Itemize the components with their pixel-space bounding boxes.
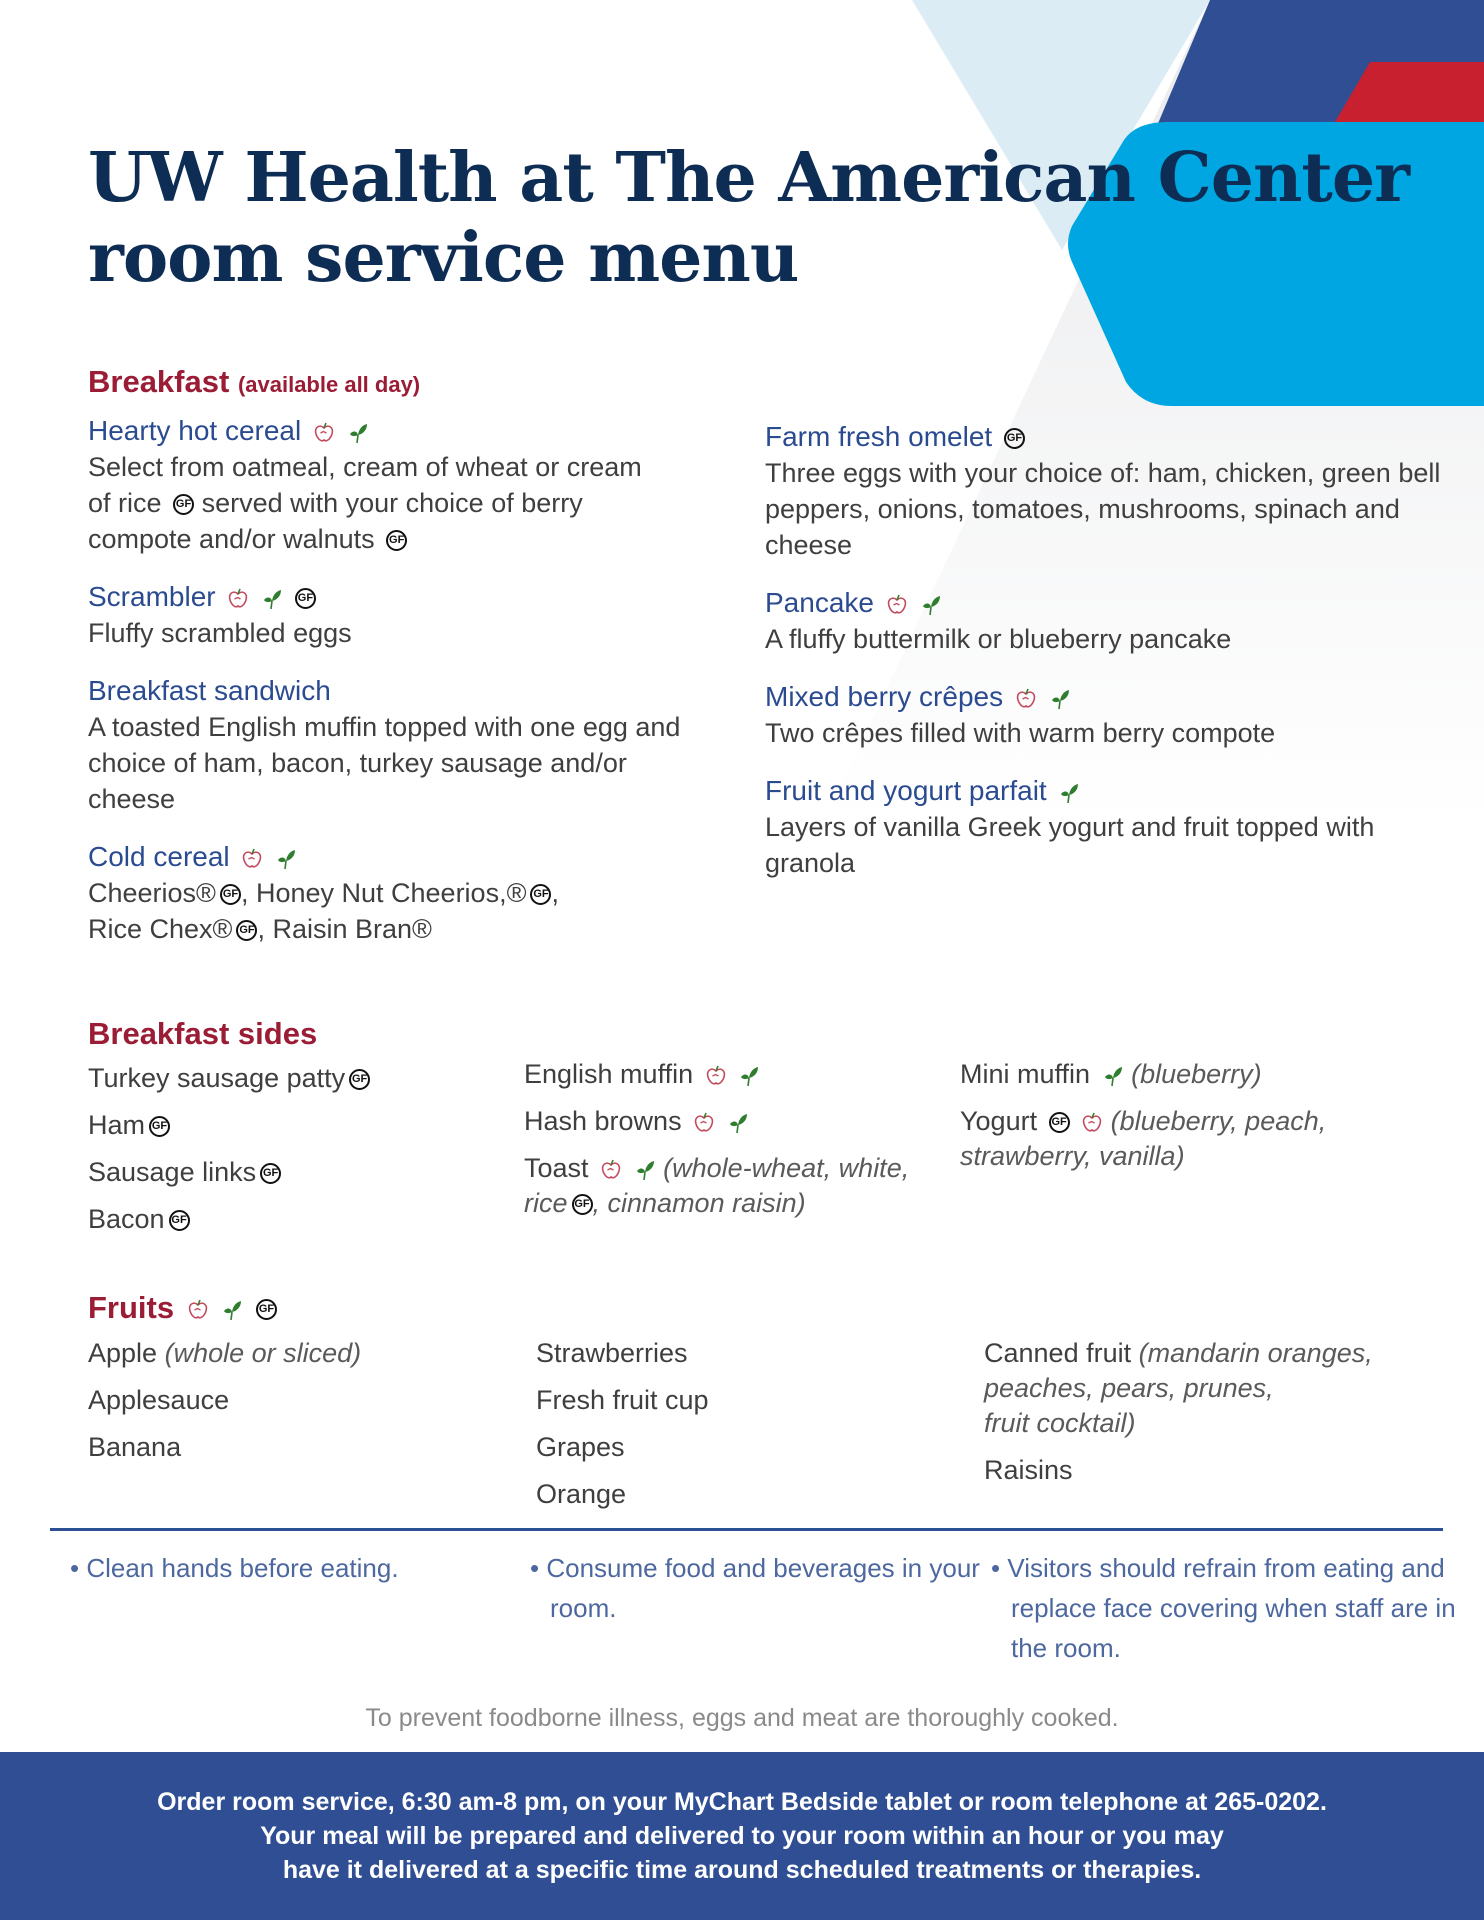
breakfast-right-column	[765, 419, 1445, 903]
fruit-item: Banana	[88, 1432, 182, 1462]
fruit-note: (mandarin oranges,	[1138, 1338, 1373, 1368]
item-name: Farm fresh omelet	[765, 421, 993, 452]
item-name: Pancake	[765, 587, 874, 618]
item-name-row	[88, 579, 728, 615]
gluten-free-icon: GF	[1004, 428, 1025, 449]
item-name-row	[765, 419, 1445, 455]
breakfast-left-column	[88, 413, 728, 969]
fruit-note: peaches, pears, prunes,	[984, 1373, 1274, 1403]
description-line	[88, 875, 728, 911]
fruit-item	[88, 1336, 508, 1371]
cereal-name: , Honey Nut Cheerios,®	[240, 878, 527, 908]
vegetarian-leaf-icon	[261, 588, 283, 610]
side-note: rice	[524, 1188, 568, 1218]
fruit-item: Strawberries	[536, 1338, 688, 1368]
side-name: English muffin	[524, 1059, 694, 1089]
vegetarian-leaf-icon	[920, 594, 942, 616]
sides-column-2	[524, 1057, 924, 1233]
menu-item	[88, 673, 728, 817]
breakfast-sides-heading: Breakfast sides	[88, 1016, 318, 1051]
cereal-name: , Raisin Bran®	[257, 914, 432, 944]
menu-item	[765, 585, 1445, 657]
side-name: Hash browns	[524, 1106, 682, 1136]
side-item	[88, 1155, 508, 1190]
sides-column-1	[88, 1061, 508, 1249]
heart-healthy-apple-icon	[187, 1299, 209, 1321]
food-safety-note: To prevent foodborne illness, eggs and meat are thoroughly cooked.	[365, 1704, 1119, 1732]
gluten-free-icon: GF	[149, 1116, 170, 1137]
item-name-row	[765, 679, 1445, 715]
heart-healthy-apple-icon	[1015, 688, 1037, 710]
tip-item: • Visitors should refrain from eating and replace face covering when staff are in the room.	[991, 1548, 1461, 1668]
side-name: Turkey sausage patty	[88, 1063, 346, 1093]
side-note: (whole-wheat, white,	[663, 1153, 910, 1183]
fruit-item	[984, 1336, 1424, 1441]
description-line: Select from oatmeal, cream of wheat or cream	[88, 452, 642, 482]
item-description: Fluffy scrambled eggs	[88, 618, 352, 648]
heart-healthy-apple-icon	[241, 848, 263, 870]
vegetarian-leaf-icon	[634, 1159, 656, 1181]
breakfast-heading-text: Breakfast	[88, 364, 230, 399]
fruits-column-1	[88, 1336, 508, 1477]
gluten-free-icon: GF	[349, 1069, 370, 1090]
title-line-2: room service menu	[88, 218, 799, 298]
fruits-heading-text: Fruits	[88, 1290, 175, 1325]
gluten-free-icon: GF	[256, 1299, 277, 1320]
side-name: Bacon	[88, 1204, 165, 1234]
menu-item	[88, 579, 728, 651]
gluten-free-icon: GF	[220, 884, 241, 905]
heart-healthy-apple-icon	[227, 588, 249, 610]
vegetarian-leaf-icon	[221, 1299, 243, 1321]
menu-item	[765, 679, 1445, 751]
vegetarian-leaf-icon	[727, 1112, 749, 1134]
item-name: Scrambler	[88, 581, 216, 612]
item-name-row	[765, 585, 1445, 621]
side-item	[960, 1104, 1380, 1174]
side-item	[524, 1057, 924, 1092]
breakfast-subheading: (available all day)	[237, 372, 421, 397]
cereal-name: Cheerios®	[88, 878, 216, 908]
menu-item	[765, 773, 1445, 881]
banner-line: Order room service, 6:30 am-8 pm, on your MyChart Bedside tablet or room telephone at 265-0202.	[157, 1788, 1327, 1816]
description-text: compote and/or walnuts	[88, 524, 375, 554]
item-name-row	[88, 839, 728, 875]
item-description: A fluffy buttermilk or blueberry pancake	[765, 624, 1232, 654]
fruit-item: Fresh fruit cup	[536, 1385, 709, 1415]
breakfast-heading	[88, 364, 420, 400]
heart-healthy-apple-icon	[1081, 1112, 1103, 1134]
description-line	[88, 911, 728, 947]
fruit-item: Applesauce	[88, 1385, 230, 1415]
cereal-name: Rice Chex®	[88, 914, 233, 944]
vegetarian-leaf-icon	[275, 848, 297, 870]
separator: ,	[551, 878, 559, 908]
tip-item: • Clean hands before eating.	[70, 1548, 510, 1588]
heart-healthy-apple-icon	[313, 422, 335, 444]
item-name: Hearty hot cereal	[88, 415, 302, 446]
item-name: Fruit and yogurt parfait	[765, 775, 1047, 806]
fruit-name: Canned fruit	[984, 1338, 1132, 1368]
item-description: Three eggs with your choice of: ham, chicken, green bell peppers, onions, tomatoes, mushrooms, spinach and cheese	[765, 458, 1441, 560]
gluten-free-icon: GF	[572, 1194, 593, 1215]
page-title	[88, 138, 1409, 298]
item-description: A toasted English muffin topped with one egg and choice of ham, bacon, turkey sausage and/or cheese	[88, 712, 681, 814]
side-name: Yogurt	[960, 1106, 1038, 1136]
gluten-free-icon: GF	[236, 920, 257, 941]
item-name-row	[88, 413, 728, 449]
fruit-item: Grapes	[536, 1432, 625, 1462]
side-name: Mini muffin	[960, 1059, 1091, 1089]
fruit-note: fruit cocktail)	[984, 1408, 1136, 1438]
fruit-item: Orange	[536, 1479, 627, 1509]
heart-healthy-apple-icon	[693, 1112, 715, 1134]
gluten-free-icon: GF	[1049, 1112, 1070, 1133]
side-item	[960, 1057, 1380, 1092]
vegetarian-leaf-icon	[1049, 688, 1071, 710]
menu-item	[88, 839, 728, 947]
item-description	[88, 875, 728, 947]
gluten-free-icon: GF	[295, 588, 316, 609]
side-item	[88, 1202, 508, 1237]
fruits-column-3	[984, 1336, 1424, 1500]
menu-item	[88, 413, 728, 557]
side-item	[524, 1104, 924, 1139]
order-info-banner	[0, 1752, 1484, 1920]
side-name: Sausage links	[88, 1157, 257, 1187]
heart-healthy-apple-icon	[886, 594, 908, 616]
banner-line: Your meal will be prepared and delivered to your room within an hour or you may	[260, 1822, 1224, 1850]
gluten-free-icon: GF	[173, 494, 194, 515]
title-line-1: UW Health at The American Center	[88, 138, 1409, 218]
description-text: served with your choice of berry	[201, 488, 583, 518]
fruit-note: (whole or sliced)	[164, 1338, 362, 1368]
item-description: Two crêpes filled with warm berry compote	[765, 718, 1276, 748]
item-description: Layers of vanilla Greek yogurt and fruit topped with granola	[765, 812, 1375, 878]
item-name: Cold cereal	[88, 841, 230, 872]
sides-column-3	[960, 1057, 1380, 1186]
vegetarian-leaf-icon	[738, 1065, 760, 1087]
fruits-column-2	[536, 1336, 936, 1524]
fruit-item: Raisins	[984, 1455, 1073, 1485]
side-note: , cinnamon raisin)	[592, 1188, 806, 1218]
gluten-free-icon: GF	[260, 1163, 281, 1184]
banner-line: have it delivered at a specific time around scheduled treatments or therapies.	[282, 1856, 1202, 1884]
fruits-heading	[88, 1290, 277, 1326]
item-name-row	[765, 773, 1445, 809]
vegetarian-leaf-icon	[347, 422, 369, 444]
vegetarian-leaf-icon	[1102, 1065, 1124, 1087]
item-description	[88, 449, 728, 557]
vegetarian-leaf-icon	[1058, 782, 1080, 804]
tip-item: • Consume food and beverages in your room.	[530, 1548, 980, 1628]
side-item	[88, 1061, 508, 1096]
side-item	[524, 1151, 924, 1221]
heart-healthy-apple-icon	[600, 1159, 622, 1181]
gluten-free-icon: GF	[386, 530, 407, 551]
gluten-free-icon: GF	[530, 884, 551, 905]
description-line	[88, 485, 728, 521]
side-item	[88, 1108, 508, 1143]
fruit-name: Apple	[88, 1338, 158, 1368]
side-note: (blueberry)	[1131, 1059, 1262, 1089]
gluten-free-icon: GF	[169, 1210, 190, 1231]
side-note: (blueberry, peach, strawberry, vanilla)	[960, 1106, 1327, 1171]
item-name: Mixed berry crêpes	[765, 681, 1004, 712]
description-line	[88, 521, 728, 557]
heart-healthy-apple-icon	[705, 1065, 727, 1087]
menu-item	[765, 419, 1445, 563]
section-divider	[50, 1528, 1443, 1531]
side-name: Toast	[524, 1153, 589, 1183]
side-name: Ham	[88, 1110, 146, 1140]
description-text: of rice	[88, 488, 162, 518]
item-name: Breakfast sandwich	[88, 675, 331, 706]
